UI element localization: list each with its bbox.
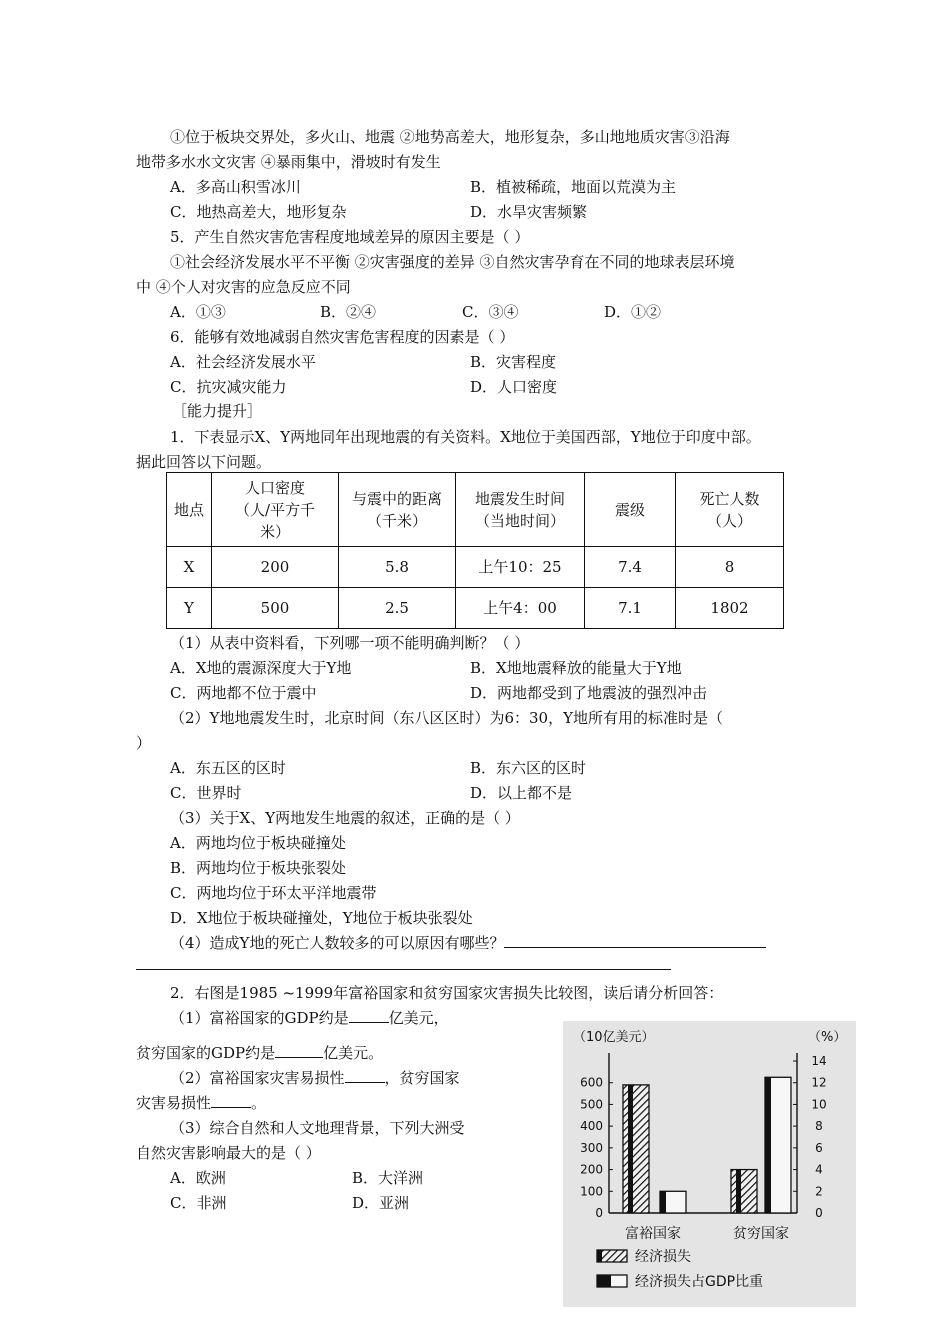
choice-a: A．社会经济发展水平 (170, 353, 316, 371)
question-text: （2）富裕国家灾害易损性 (170, 1069, 345, 1087)
table-cell: 1802 (676, 588, 784, 629)
table-row (167, 588, 784, 629)
header-cell (676, 473, 784, 547)
table-header-row (167, 473, 784, 547)
answer-blank[interactable] (349, 1008, 389, 1023)
header-cell (456, 473, 585, 547)
answer-line[interactable] (136, 969, 671, 970)
chart-legend (597, 1248, 763, 1290)
choice-c: C．世界时 (170, 784, 242, 802)
problem-2-q2 (136, 1093, 266, 1113)
y-axis-label-left: （10亿美元） (573, 1030, 655, 1045)
earthquake-table (166, 472, 784, 629)
legend-swatch-shadow (597, 1275, 611, 1287)
y-tick-label-right: 0 (815, 1206, 823, 1220)
y-tick-label-right: 10 (811, 1097, 827, 1112)
problem-1-intro: 1．下表显示X、Y两地同年出现地震的有关资料。X地位于美国西部，Y地位于印度中部。 (170, 428, 761, 446)
y-tick-label-right: 6 (815, 1140, 823, 1155)
sub-question-1: （1）从表中资料看，下列哪一项不能明确判断？（ ） (170, 634, 530, 652)
answer-blank[interactable] (504, 933, 766, 948)
question-6: 6．能够有效地减弱自然灾害危害程度的因素是（ ） (170, 328, 515, 346)
y-tick-label-right: 14 (811, 1054, 827, 1068)
disaster-loss-chart (563, 1021, 856, 1307)
choice-b: B．②④ (320, 303, 377, 321)
choice-b: B．两地均位于板块张裂处 (170, 859, 347, 877)
header-line: （人） (706, 511, 752, 530)
header-line: 地震发生时间 (474, 489, 565, 508)
y-tick-label-right: 2 (815, 1184, 823, 1199)
legend-swatch-shadow (597, 1250, 602, 1262)
choice-a: A．①③ (170, 303, 226, 321)
table-cell: 上午4：00 (456, 588, 585, 629)
y-tick-label-right: 4 (815, 1162, 823, 1177)
bar-shadow (765, 1077, 771, 1213)
question-text: （4）造成Y地的死亡人数较多的可以原因有哪些？ (170, 934, 505, 952)
header-cell (339, 473, 456, 547)
table-cell: 7.4 (585, 547, 676, 588)
choice-d: D．人口密度 (470, 378, 558, 396)
section-heading: ［能力提升］ (172, 402, 263, 420)
choice-b: B．东六区的区时 (470, 759, 587, 777)
choice-c: C．两地都不位于震中 (170, 684, 317, 702)
choice-c: C．③④ (462, 303, 519, 321)
y-tick-label-left: 400 (580, 1119, 603, 1134)
choice-d: D．亚洲 (352, 1194, 410, 1212)
header-line: 人口密度 (244, 478, 305, 497)
problem-2-q1 (170, 1008, 449, 1028)
problem-2-q2 (170, 1068, 460, 1088)
header-cell (212, 473, 339, 547)
sub-question-3: （3）关于X、Y两地发生地震的叙述，正确的是（ ） (170, 809, 520, 827)
y-tick-label-right: 12 (811, 1075, 827, 1090)
choice-a: A．东五区的区时 (170, 759, 286, 777)
plot-area (580, 1053, 827, 1220)
problem-2-intro: 2．右图是1985 ~1999年富裕国家和贫穷国家灾害损失比较图，读后请分析回答： (170, 984, 724, 1002)
choice-d: D．①② (604, 303, 662, 321)
header-line: （千米） (366, 511, 427, 530)
question-text: ，贫穷国家 (384, 1069, 460, 1087)
option-list-line: ①位于板块交界处，多火山、地震 ②地势高差大，地形复杂，多山地地质灾害③沿海 (170, 128, 730, 146)
bar-economic-loss (731, 1170, 757, 1213)
answer-blank[interactable] (345, 1068, 385, 1083)
category-labels (625, 1225, 789, 1242)
problem-2-q3: （3）综合自然和人文地理背景，下列大洲受 (170, 1119, 465, 1137)
y-tick-label-left: 300 (580, 1140, 603, 1155)
legend-label: 经济损失 (635, 1249, 691, 1265)
header-line: 米） (259, 522, 290, 541)
option-list-line: 中 ④个人对灾害的应急反应不同 (136, 278, 351, 296)
problem-2-q1 (136, 1043, 383, 1063)
table-cell: 上午10：25 (456, 547, 585, 588)
category-label: 富裕国家 (625, 1226, 681, 1242)
question-text: 亿美元。 (323, 1044, 384, 1062)
bar-shadow (628, 1085, 633, 1213)
bar-shadow (736, 1170, 741, 1213)
choice-c: C．抗灾减灾能力 (170, 378, 287, 396)
table-cell: 2.5 (339, 588, 456, 629)
choice-d: D．水旱灾害频繁 (470, 203, 588, 221)
y-axis-label-right: （%） (808, 1030, 847, 1045)
choice-b: B．X地地震释放的能量大于Y地 (470, 659, 682, 677)
problem-1-intro: 据此回答以下问题。 (136, 453, 272, 471)
bar-economic-loss (623, 1085, 649, 1213)
choice-b: B．灾害程度 (470, 353, 557, 371)
option-list-line: ①社会经济发展水平不平衡 ②灾害强度的差异 ③自然灾害孕育在不同的地球表层环境 (170, 253, 735, 271)
question-text: 贫穷国家的GDP约是 (136, 1044, 276, 1062)
category-label: 贫穷国家 (733, 1226, 789, 1242)
header-line: （人/平方千 (234, 500, 316, 519)
table-cell: X (167, 547, 212, 588)
table-cell: 7.1 (585, 588, 676, 629)
question-text: 灾害易损性 (136, 1094, 212, 1112)
sub-question-4 (170, 933, 766, 953)
choice-c: C．地热高差大，地形复杂 (170, 203, 347, 221)
header-line: 死亡人数 (699, 489, 760, 508)
table-cell: Y (167, 588, 212, 629)
table-cell: 200 (212, 547, 339, 588)
y-tick-label-left: 200 (580, 1162, 603, 1177)
problem-2-q3: 自然灾害影响最大的是（ ） (136, 1144, 321, 1162)
question-text: 亿美元， (388, 1009, 449, 1027)
answer-blank[interactable] (275, 1043, 323, 1058)
choice-a: A．两地均位于板块碰撞处 (170, 834, 346, 852)
choice-a: A．X地的震源深度大于Y地 (170, 659, 352, 677)
y-tick-label-left: 500 (580, 1097, 603, 1112)
legend-label: 经济损失占GDP比重 (635, 1274, 764, 1290)
table-cell: 8 (676, 547, 784, 588)
choice-b: B．植被稀疏，地面以荒漠为主 (470, 178, 677, 196)
header-line: （当地时间） (474, 511, 565, 530)
choice-b: B．大洋洲 (352, 1169, 424, 1187)
y-tick-label-left: 100 (580, 1184, 603, 1199)
sub-question-2: ） (136, 734, 152, 752)
choice-d: D．两地都受到了地震波的强烈冲击 (470, 684, 708, 702)
choice-c: C．两地均位于环太平洋地震带 (170, 884, 377, 902)
option-list-line: 地带多水水文灾害 ④暴雨集中，滑坡时有发生 (136, 153, 441, 171)
table-cell: 500 (212, 588, 339, 629)
choice-c: C．非洲 (170, 1194, 227, 1212)
question-5: 5．产生自然灾害危害程度地域差异的原因主要是（ ） (170, 228, 530, 246)
header-cell: 地点 (167, 473, 212, 547)
choice-d: D．X地位于板块碰撞处，Y地位于板块张裂处 (170, 909, 473, 927)
table-row (167, 547, 784, 588)
header-cell: 震级 (585, 473, 676, 547)
choice-a: A．欧洲 (170, 1169, 226, 1187)
choice-a: A．多高山积雪冰川 (170, 178, 301, 196)
question-text: 。 (251, 1094, 267, 1112)
y-tick-label-left: 0 (595, 1206, 603, 1220)
answer-blank[interactable] (211, 1093, 251, 1108)
bar-shadow (660, 1191, 666, 1213)
chart-svg (563, 1021, 856, 1307)
table-cell: 5.8 (339, 547, 456, 588)
y-tick-label-left: 600 (580, 1075, 603, 1090)
question-text: （1）富裕国家的GDP约是 (170, 1009, 349, 1027)
sub-question-2: （2）Y地地震发生时，北京时间（东八区区时）为6：30，Y地所有用的标准时是（ (170, 709, 723, 727)
y-tick-label-right: 8 (815, 1119, 823, 1134)
choice-d: D．以上都不是 (470, 784, 573, 802)
header-line: 与震中的距离 (351, 489, 442, 508)
